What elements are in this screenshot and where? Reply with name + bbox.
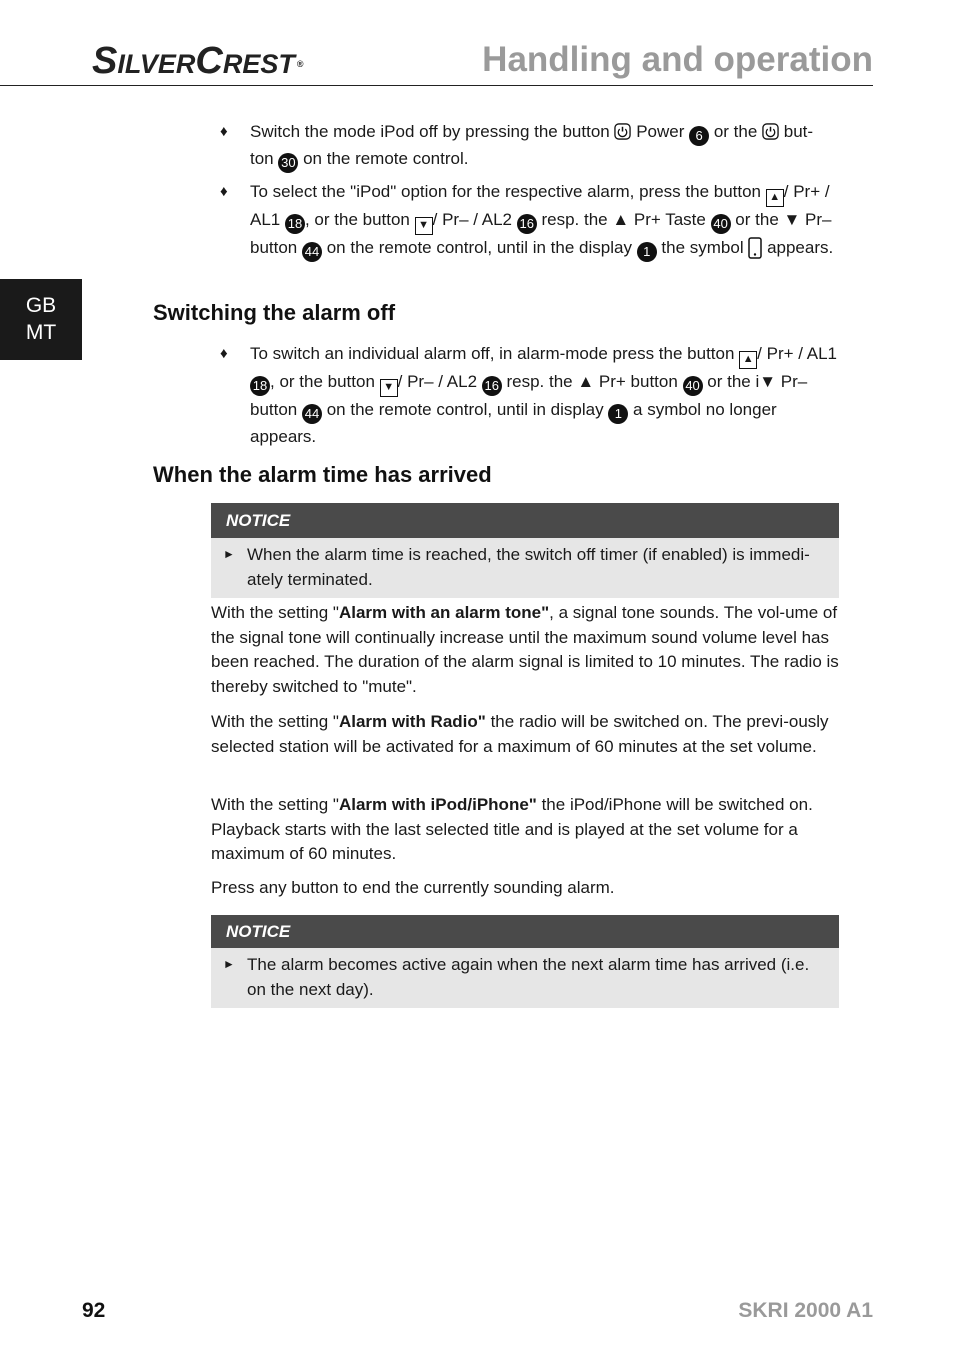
notice-body [211,948,839,1008]
notice-body [211,538,839,598]
power-icon [614,123,631,140]
notice-text: The alarm becomes active again when the next alarm time has arrived (i.e. on the next day). [247,955,810,999]
ref-number: 18 [285,214,305,234]
page-number: 92 [82,1299,106,1322]
ref-number: 40 [683,376,703,396]
bullet-text: Switch the mode iPod off by pressing the button Power 6 or the but- ton 30 on the remote control. [250,119,840,173]
ipod-phone-icon [748,237,762,259]
paragraph-alarm-ipod: With the setting "Alarm with iPod/iPhone" the iPod/iPhone will be switched on. Playback starts with the last selected title and is played at the set volume for a maximum of 60 minutes. [211,795,813,863]
down-arrow-button-icon: ▼ [380,379,398,397]
up-arrow-button-icon: ▲ [739,351,757,369]
section-heading-alarm-off: Switching the alarm off [153,300,396,325]
section-heading-alarm-arrived: When the alarm time has arrived [153,462,492,487]
notice-label: NOTICE [211,915,839,948]
arrow-right-icon: ► [223,547,235,561]
list-item [220,119,840,171]
model-number: SKRI 2000 A1 [738,1299,873,1322]
ref-number: 40 [711,214,731,234]
paragraph-end-alarm: Press any button to end the currently sounding alarm. [211,878,615,897]
header-divider [0,85,873,86]
bullet-diamond-icon: ♦ [220,183,228,200]
ref-number: 6 [689,126,709,146]
ref-number: 1 [608,404,628,424]
list-item [220,179,840,284]
notice-box [211,503,839,598]
up-arrow-button-icon: ▲ [766,189,784,207]
ref-number: 18 [250,376,270,396]
paragraph-alarm-radio: With the setting "Alarm with Radio" the radio will be switched on. The previ-ously selected station will be activated for a maximum of 60 minutes at the set volume. [211,712,829,756]
list-item [220,341,840,446]
ref-number: 16 [517,214,537,234]
ref-number: 16 [482,376,502,396]
arrow-right-icon: ► [223,957,235,971]
ref-number: 30 [278,153,298,173]
notice-label: NOTICE [211,503,839,538]
notice-text: When the alarm time is reached, the switch off timer (if enabled) is immedi-ately terminated. [247,545,810,589]
power-icon [762,123,779,140]
bullet-text: To switch an individual alarm off, in alarm-mode press the button ▲ / Pr+ / AL1 18 , or the button ▼ / Pr– / AL2 16 resp. the ▲ Pr+ button 40 or the i▼ Pr– button 44 on the remote control, until in display 1 a symbol no longer appears. [250,344,838,446]
language-code-mt: MT [25,321,57,344]
notice-box [211,915,839,1008]
language-tab [0,279,82,360]
language-code-gb: GB [25,294,57,317]
paragraph-alarm-tone: With the setting "Alarm with an alarm tone", a signal tone sounds. The vol-ume of the signal tone will continually increase until the maximum sound volume level has been reached. The duration of the alarm signal is limited to 10 minutes. The radio is thereby switched to "mute". [211,603,839,696]
brand-logo: SILVERCREST ® [92,40,304,82]
bullet-diamond-icon: ♦ [220,345,228,362]
bullet-diamond-icon: ♦ [220,123,228,140]
ref-number: 44 [302,242,322,262]
page-title: Handling and operation [482,40,873,79]
ref-number: 44 [302,404,322,424]
down-arrow-button-icon: ▼ [415,217,433,235]
ref-number: 1 [637,242,657,262]
bullet-text: To select the "iPod" option for the respective alarm, press the button ▲ / Pr+ / AL1 18 , or the button ▼ / Pr– / AL2 16 resp. the ▲ Pr+ Taste 40 or the ▼ Pr– button 44 on the remote control, until in the display 1 the symbol appears. [250,179,840,262]
